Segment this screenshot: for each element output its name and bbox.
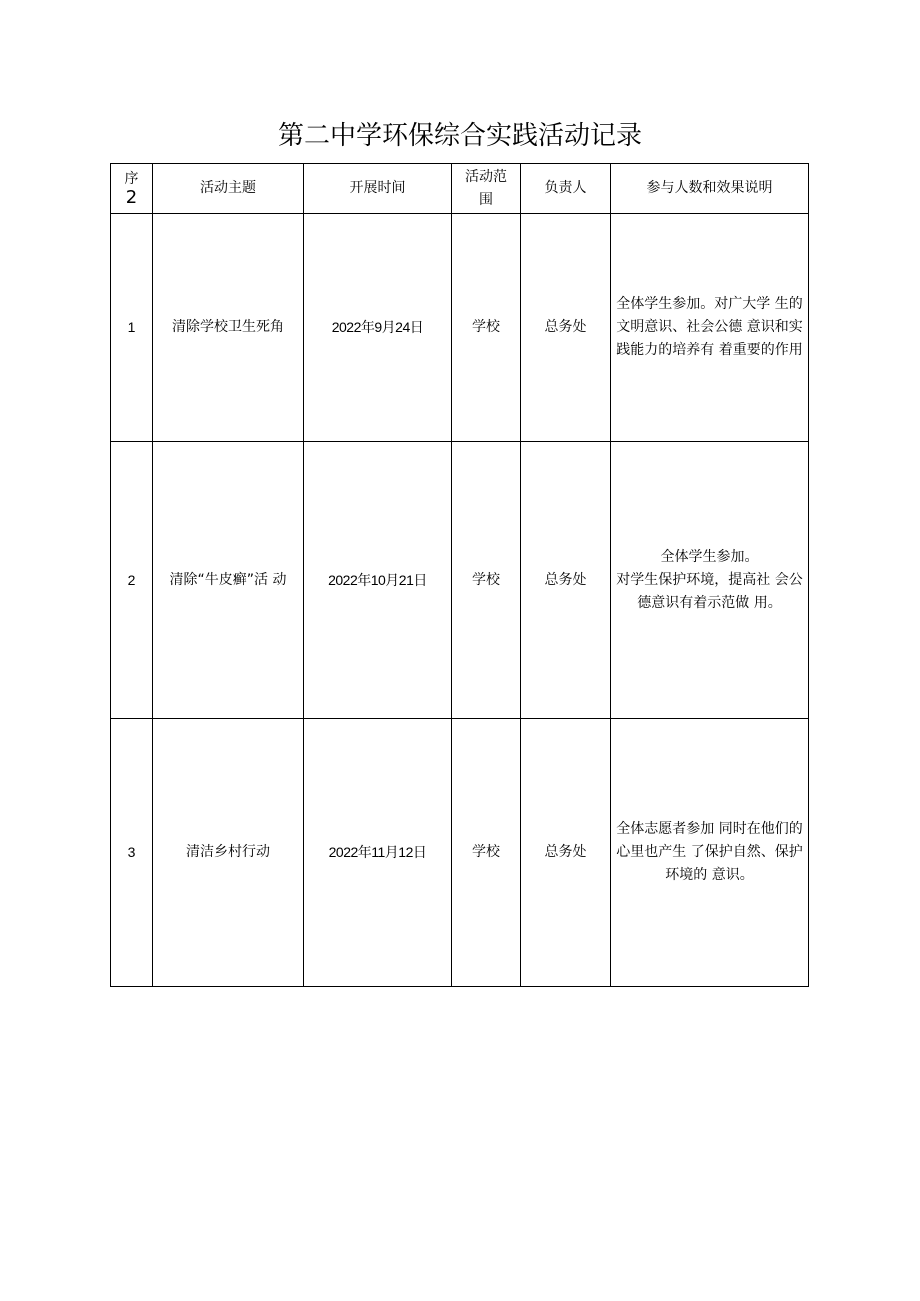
cell-owner: 总务处 bbox=[521, 442, 611, 719]
table-header-row bbox=[111, 164, 809, 214]
cell-topic: 清除“牛皮癣”活 动 bbox=[153, 442, 304, 719]
cell-scope: 学校 bbox=[452, 214, 521, 442]
cell-scope: 学校 bbox=[452, 442, 521, 719]
header-desc: 参与人数和效果说明 bbox=[611, 164, 809, 214]
table-row bbox=[111, 442, 809, 719]
cell-owner: 总务处 bbox=[521, 214, 611, 442]
cell-desc bbox=[611, 442, 809, 719]
table-row bbox=[111, 719, 809, 987]
cell-no: 1 bbox=[111, 214, 153, 442]
cell-no: 3 bbox=[111, 719, 153, 987]
cell-date: 2022年9月24日 bbox=[304, 214, 452, 442]
page-title: 第二中学环保综合实践活动记录 bbox=[277, 121, 642, 151]
cell-desc-line1: 全体学生参加。 bbox=[660, 548, 759, 565]
header-seq-number: 2 bbox=[125, 186, 138, 208]
header-scope bbox=[452, 164, 521, 214]
cell-desc: 全体志愿者参加 同时在他们的心里也产生 了保护自然、保护环境的 意识。 bbox=[611, 719, 809, 987]
header-seq bbox=[111, 164, 153, 214]
table-row bbox=[111, 214, 809, 442]
cell-owner: 总务处 bbox=[521, 719, 611, 987]
cell-desc: 全体学生参加。对广大学 生的文明意识、社会公德 意识和实践能力的培养有 着重要的作用 bbox=[611, 214, 809, 442]
cell-desc-line2: 对学生保护环境，提高社 会公德意识有着示范做 用。 bbox=[616, 571, 803, 611]
header-topic: 活动主题 bbox=[153, 164, 304, 214]
activity-record-table bbox=[110, 163, 809, 987]
cell-topic: 清洁乡村行动 bbox=[153, 719, 304, 987]
cell-topic: 清除学校卫生死角 bbox=[153, 214, 304, 442]
header-seq-label: 序 bbox=[124, 170, 139, 187]
header-time: 开展时间 bbox=[304, 164, 452, 214]
header-scope-line1: 活动范 bbox=[465, 168, 507, 185]
cell-date: 2022年11月12日 bbox=[304, 719, 452, 987]
cell-date: 2022年10月21日 bbox=[304, 442, 452, 719]
cell-scope: 学校 bbox=[452, 719, 521, 987]
header-owner: 负责人 bbox=[521, 164, 611, 214]
cell-no: 2 bbox=[111, 442, 153, 719]
header-scope-line2: 围 bbox=[479, 191, 493, 208]
